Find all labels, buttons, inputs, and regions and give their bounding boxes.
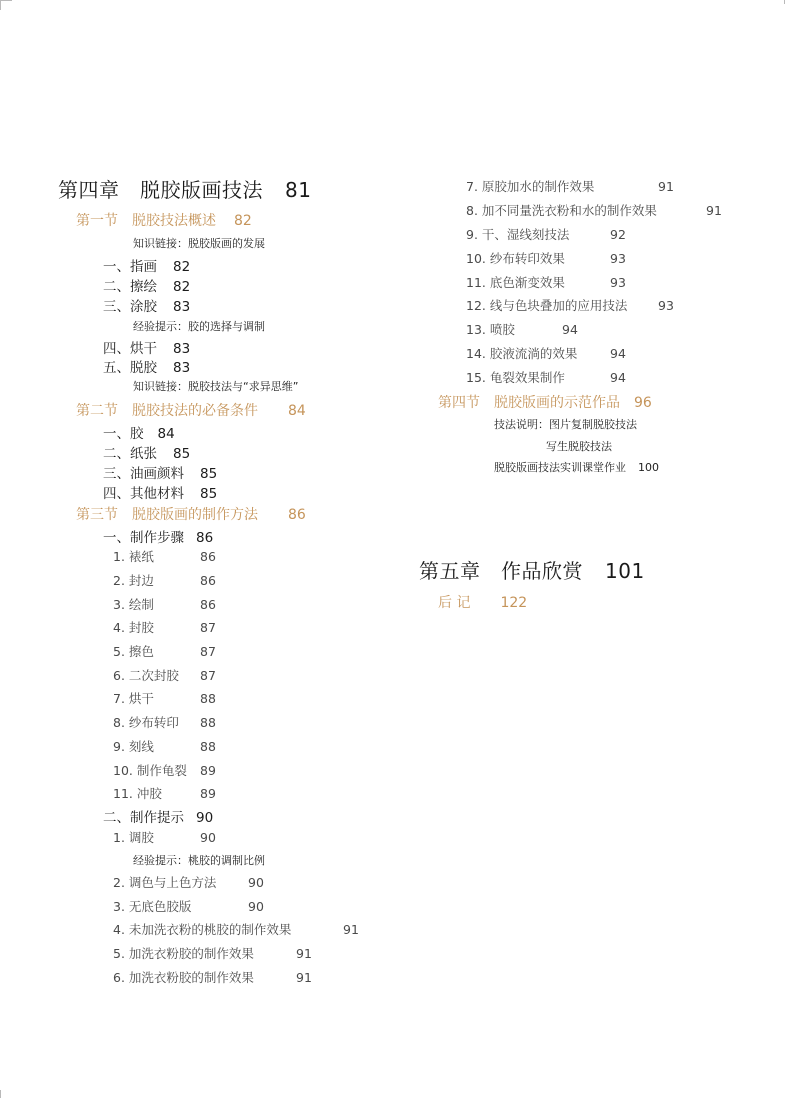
crop-mark (0, 0, 12, 1)
toc-subitem[interactable] (113, 670, 216, 683)
toc-item[interactable] (103, 468, 217, 482)
toc-subitem[interactable] (466, 324, 578, 337)
toc-subitem[interactable] (113, 741, 216, 754)
section-page: 86 (288, 507, 306, 523)
section-title: 第一节 脱胶技法概述 (76, 213, 216, 229)
item-page: 87 (200, 620, 216, 635)
chapter-title: 第四章 脱胶版画技法 (58, 178, 263, 202)
item-page: 83 (173, 360, 191, 376)
toc-item[interactable] (103, 301, 190, 315)
item-page: 88 (200, 691, 216, 706)
item-page: 91 (343, 922, 359, 937)
toc-subitem[interactable] (113, 877, 264, 890)
item-page: 86 (200, 597, 216, 612)
note-technique[interactable]: 技法说明：图片复制脱胶技法 (494, 418, 637, 431)
toc-subitem[interactable] (466, 277, 626, 290)
note-title: 脱胶版画技法实训课堂作业 (494, 461, 626, 474)
toc-item[interactable] (103, 261, 190, 275)
item-title: 1. 调胶 (113, 830, 154, 845)
toc-subitem[interactable] (113, 622, 216, 635)
toc-subitem[interactable] (113, 901, 264, 914)
item-title: 3. 无底色胶版 (113, 899, 192, 914)
item-title: 11. 底色渐变效果 (466, 275, 565, 290)
item-page: 87 (200, 644, 216, 659)
postscript[interactable] (438, 596, 527, 610)
item-page: 92 (610, 227, 626, 242)
item-page: 86 (196, 530, 214, 546)
item-title: 8. 纱布转印 (113, 715, 179, 730)
item-title: 5. 擦色 (113, 644, 154, 659)
note-tip[interactable]: 经验提示：桃胶的调制比例 (133, 854, 265, 867)
item-page: 88 (200, 739, 216, 754)
toc-item[interactable] (103, 428, 175, 442)
item-title: 3. 绘制 (113, 597, 154, 612)
section-title: 第四节 脱胶版画的示范作品 (438, 395, 620, 411)
toc-item[interactable] (103, 281, 190, 295)
item-title: 2. 封边 (113, 573, 154, 588)
item-page: 94 (610, 346, 626, 361)
chapter-4[interactable] (58, 180, 311, 200)
crop-mark (0, 1090, 1, 1098)
item-page: 86 (200, 549, 216, 564)
item-page: 91 (296, 970, 312, 985)
toc-subitem[interactable] (113, 948, 312, 961)
item-page: 91 (658, 179, 674, 194)
toc-subitem[interactable] (466, 253, 626, 266)
item-page: 94 (562, 322, 578, 337)
item-page: 85 (200, 466, 218, 482)
chapter-5[interactable] (419, 561, 645, 581)
item-page: 91 (296, 946, 312, 961)
toc-subitem[interactable] (113, 599, 216, 612)
section-page: 96 (634, 395, 652, 411)
item-title: 三、油画颜料 (103, 466, 184, 482)
item-page: 83 (173, 299, 191, 315)
toc-subitem[interactable] (113, 575, 216, 588)
item-title: 6. 加洗衣粉胶的制作效果 (113, 970, 254, 985)
item-title: 三、涂胶 (103, 299, 157, 315)
item-title: 8. 加不同量洗衣粉和水的制作效果 (466, 203, 657, 218)
item-title: 10. 纱布转印效果 (466, 251, 565, 266)
item-title: 一、指画 (103, 259, 157, 275)
toc-subitem[interactable] (113, 832, 216, 845)
toc-subitem[interactable] (113, 972, 312, 985)
note-link[interactable]: 知识链接：脱胶技法与“求异思维” (133, 380, 299, 393)
section-title: 第三节 脱胶版画的制作方法 (76, 507, 258, 523)
item-page: 89 (200, 763, 216, 778)
crop-mark (0, 0, 1, 10)
toc-item[interactable] (103, 488, 217, 502)
toc-item[interactable] (103, 343, 190, 357)
item-page: 94 (610, 370, 626, 385)
item-page: 82 (173, 259, 191, 275)
item-page: 88 (200, 715, 216, 730)
item-page: 90 (248, 899, 264, 914)
note-tip[interactable]: 经验提示：胶的选择与调制 (133, 320, 265, 333)
toc-subitem[interactable] (466, 348, 626, 361)
toc-subitem[interactable] (466, 229, 626, 242)
section-page: 82 (234, 213, 252, 229)
item-page: 93 (658, 298, 674, 313)
postscript-title: 后 记 (438, 595, 471, 611)
toc-subitem[interactable] (113, 646, 216, 659)
item-page: 87 (200, 668, 216, 683)
item-title: 二、擦绘 (103, 279, 157, 295)
toc-item[interactable] (103, 362, 190, 376)
item-page: 85 (200, 486, 218, 502)
item-title: 一、制作步骤 (103, 530, 184, 546)
toc-subitem[interactable] (113, 924, 359, 937)
item-title: 五、脱胶 (103, 360, 157, 376)
item-title: 2. 调色与上色方法 (113, 875, 217, 890)
item-page: 90 (196, 810, 214, 826)
item-page: 93 (610, 251, 626, 266)
item-page: 83 (173, 341, 191, 357)
item-page: 89 (200, 786, 216, 801)
toc-subitem[interactable] (113, 551, 216, 564)
item-page: 91 (706, 203, 722, 218)
toc-subitem[interactable] (113, 788, 216, 801)
item-page: 90 (248, 875, 264, 890)
postscript-page: 122 (500, 595, 528, 611)
note-technique[interactable]: 写生脱胶技法 (546, 440, 612, 453)
item-title: 10. 制作龟裂 (113, 763, 187, 778)
chapter-page: 101 (605, 559, 645, 583)
item-title: 四、烘干 (103, 341, 157, 357)
toc-subitem[interactable] (113, 693, 216, 706)
section-1[interactable] (76, 214, 252, 228)
note-page: 100 (638, 461, 659, 474)
toc-subitem[interactable] (466, 181, 674, 194)
section-2[interactable] (76, 404, 306, 418)
item-title: 4. 未加洗衣粉的桃胶的制作效果 (113, 922, 292, 937)
item-page: 82 (173, 279, 191, 295)
toc-item[interactable] (103, 812, 213, 826)
toc-subitem[interactable] (466, 205, 722, 218)
crop-mark (784, 0, 785, 4)
chapter-title: 第五章 作品欣赏 (419, 559, 583, 583)
item-title: 11. 冲胶 (113, 786, 162, 801)
item-title: 6. 二次封胶 (113, 668, 179, 683)
item-title: 7. 原胶加水的制作效果 (466, 179, 595, 194)
toc-subitem[interactable] (466, 300, 674, 313)
item-page: 93 (610, 275, 626, 290)
item-page: 84 (157, 426, 175, 442)
item-title: 7. 烘干 (113, 691, 154, 706)
section-title: 第二节 脱胶技法的必备条件 (76, 403, 258, 419)
section-3[interactable] (76, 508, 306, 522)
toc-subitem[interactable] (113, 765, 216, 778)
item-title: 二、纸张 (103, 446, 157, 462)
item-title: 9. 干、湿线刻技法 (466, 227, 570, 242)
item-title: 9. 刻线 (113, 739, 154, 754)
item-title: 13. 喷胶 (466, 322, 515, 337)
item-title: 一、胶 (103, 426, 144, 442)
item-title: 二、制作提示 (103, 810, 184, 826)
item-title: 4. 封胶 (113, 620, 154, 635)
item-title: 15. 龟裂效果制作 (466, 370, 565, 385)
toc-item[interactable] (103, 532, 213, 546)
item-page: 86 (200, 573, 216, 588)
item-title: 14. 胶液流淌的效果 (466, 346, 578, 361)
chapter-page: 81 (285, 178, 312, 202)
section-4[interactable] (438, 396, 652, 410)
toc-subitem[interactable] (466, 372, 626, 385)
toc-subitem[interactable] (113, 717, 216, 730)
item-title: 四、其他材料 (103, 486, 184, 502)
note-link[interactable]: 知识链接：脱胶版画的发展 (133, 237, 265, 250)
item-title: 1. 裱纸 (113, 549, 154, 564)
item-title: 5. 加洗衣粉胶的制作效果 (113, 946, 254, 961)
section-page: 84 (288, 403, 306, 419)
toc-item[interactable] (103, 448, 190, 462)
item-page: 85 (173, 446, 191, 462)
item-page: 90 (200, 830, 216, 845)
item-title: 12. 线与色块叠加的应用技法 (466, 298, 628, 313)
note-technique[interactable] (494, 462, 659, 473)
